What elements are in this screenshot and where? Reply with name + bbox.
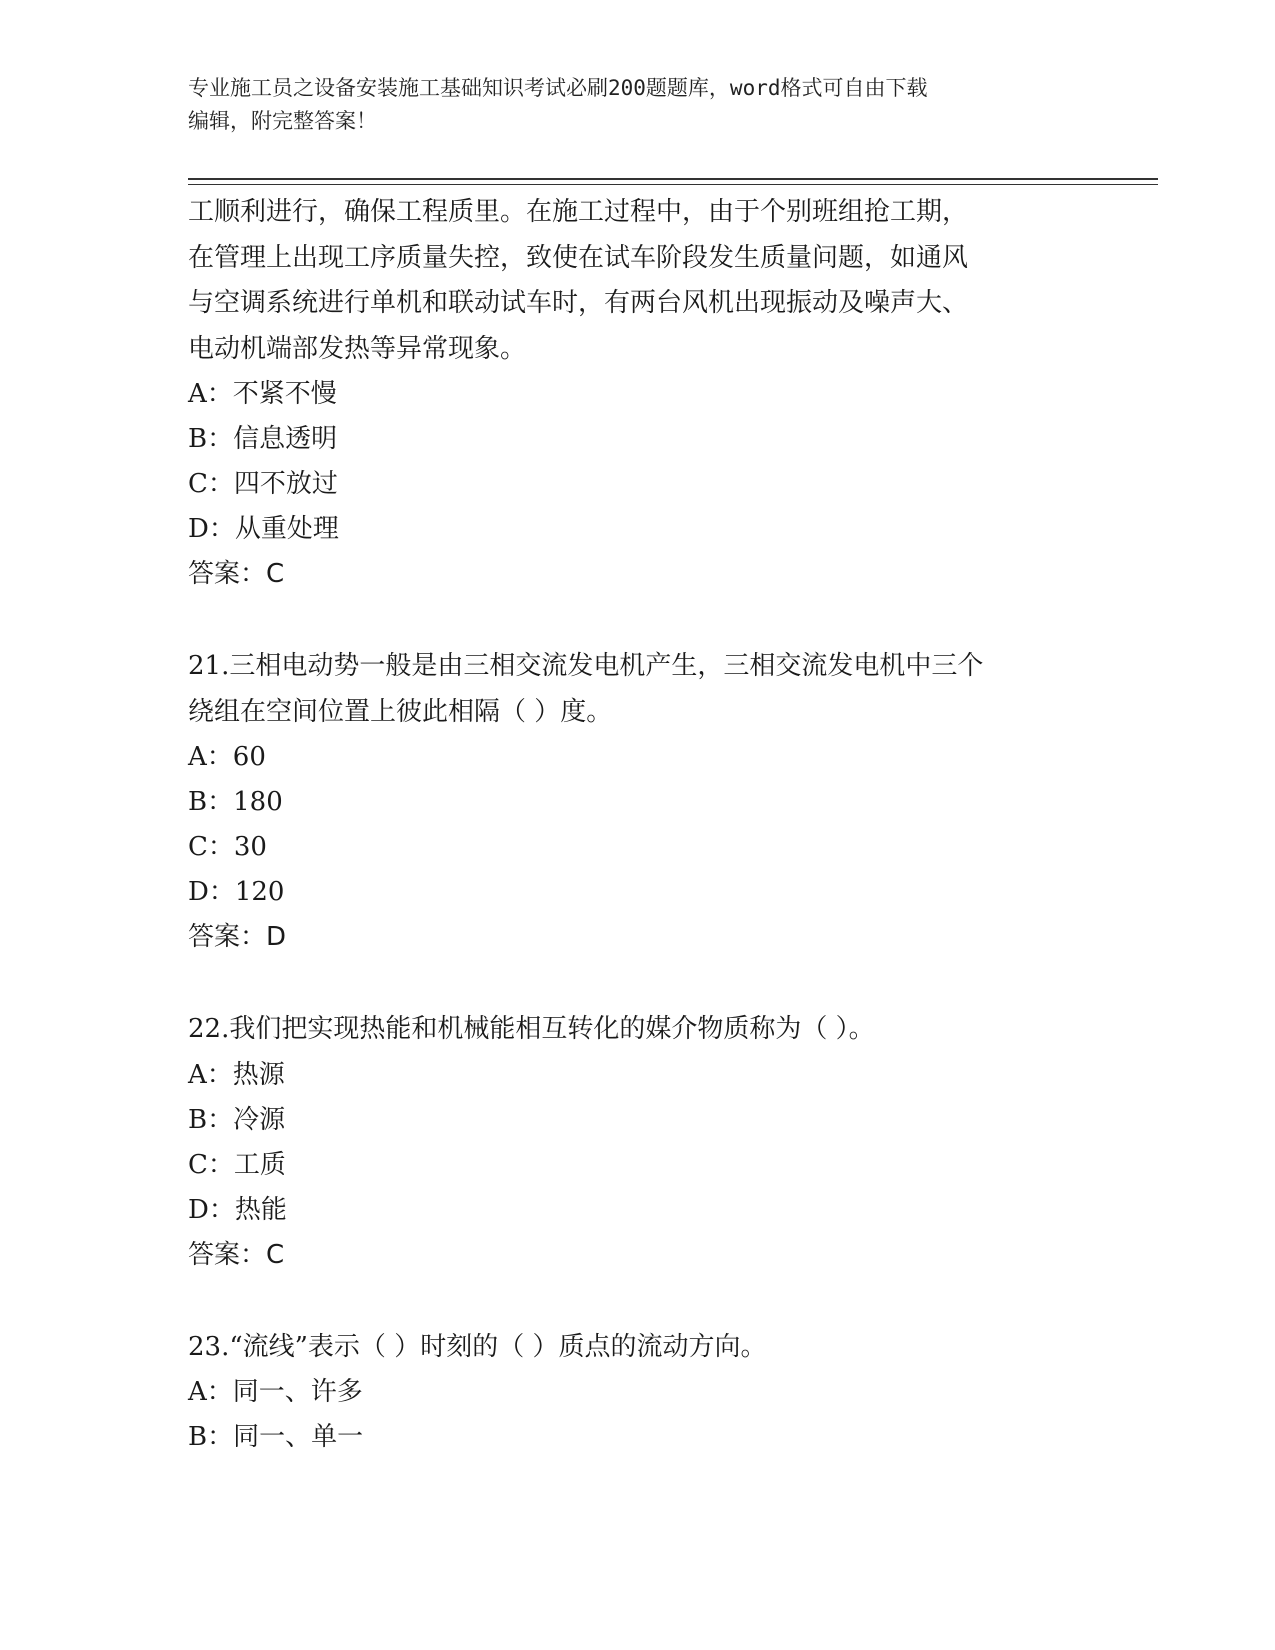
header-line-1: 专业施工员之设备安装施工基础知识考试必刷200题题库，word格式可自由下载 — [188, 76, 928, 100]
stem-line: 23.“流线”表示（ ）时刻的（ ）质点的流动方向。 — [188, 1331, 767, 1362]
option-d: D：热能 — [188, 1194, 287, 1225]
header-divider-thick — [188, 178, 1158, 180]
option-c: C：工质 — [188, 1149, 286, 1180]
option-b: B：冷源 — [188, 1104, 286, 1135]
option-b: B：同一、单一 — [188, 1422, 364, 1452]
question-23 — [188, 1325, 1088, 1461]
spacer — [188, 960, 1088, 1007]
stem-line: 绕组在空间位置上彼此相隔（ ）度。 — [188, 696, 613, 727]
question-content — [188, 190, 1088, 1460]
stem-line: 工顺利进行，确保工程质里。在施工过程中，由于个别班组抢工期， — [188, 197, 969, 227]
question-stem — [188, 644, 1088, 735]
answer: 答案：D — [188, 922, 287, 952]
option-b: B：信息透明 — [188, 424, 338, 454]
stem-line: 电动机端部发热等异常现象。 — [188, 333, 527, 364]
stem-line: 22.我们把实现热能和机械能相互转化的媒介物质称为（ ）。 — [188, 1014, 875, 1044]
answer: 答案：C — [188, 559, 285, 589]
option-a: A：60 — [188, 742, 266, 772]
question-stem — [188, 190, 1088, 372]
option-a: A：不紧不慢 — [188, 379, 337, 409]
question-continued — [188, 190, 1088, 597]
answer: 答案：C — [188, 1239, 285, 1270]
question-22 — [188, 1007, 1088, 1278]
document-header — [188, 72, 1088, 138]
question-stem — [188, 1325, 1088, 1371]
question-stem — [188, 1007, 1088, 1053]
stem-line: 在管理上出现工序质量失控，致使在试车阶段发生质量问题，如通风 — [188, 242, 969, 273]
option-d: D：从重处理 — [188, 514, 339, 544]
stem-line: 与空调系统进行单机和联动试车时，有两台风机出现振动及噪声大、 — [188, 288, 969, 318]
option-c: C：四不放过 — [188, 469, 338, 499]
option-b: B：180 — [188, 787, 283, 817]
question-21 — [188, 644, 1088, 960]
option-d: D：120 — [188, 877, 285, 907]
option-a: A：同一、许多 — [188, 1377, 363, 1407]
spacer — [188, 597, 1088, 644]
option-c: C：30 — [188, 832, 267, 862]
header-divider-thin — [188, 184, 1158, 185]
option-a: A：热源 — [188, 1059, 285, 1090]
stem-line: 21.三相电动势一般是由三相交流发电机产生，三相交流发电机中三个 — [188, 651, 984, 681]
spacer — [188, 1278, 1088, 1325]
header-line-2: 编辑，附完整答案！ — [188, 109, 377, 133]
